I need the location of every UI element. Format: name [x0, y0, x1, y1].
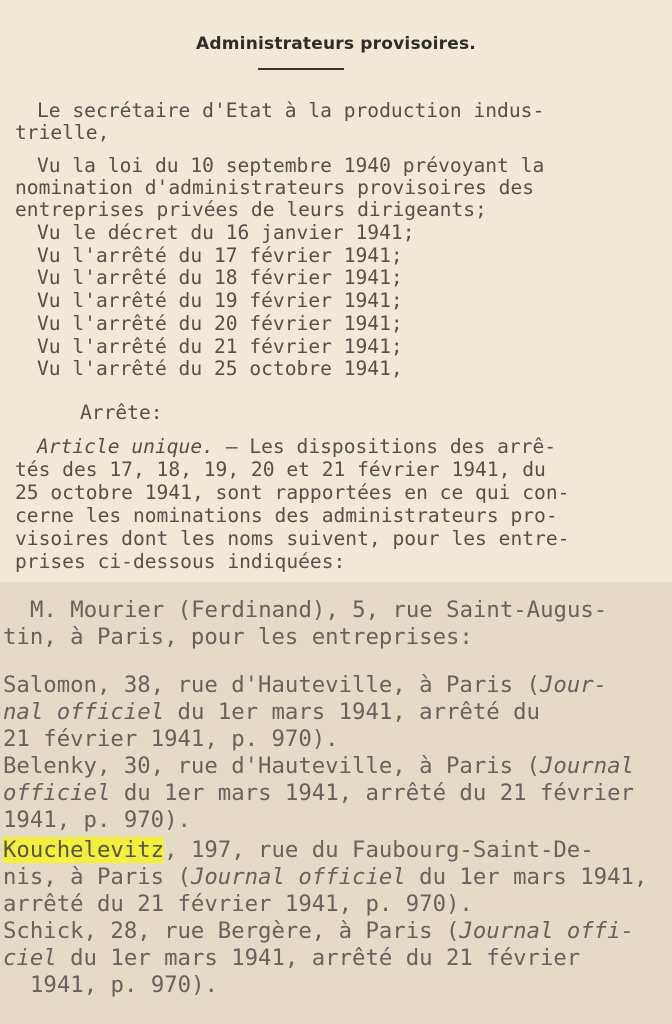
administrator-line: tin, à Paris, pour les entreprises:: [3, 624, 473, 650]
entry-line: nal officiel du 1er mars 1941, arrêté du: [3, 699, 540, 725]
article-label: Article unique.: [37, 435, 214, 458]
article-line: prises ci-dessous indiquées:: [15, 550, 346, 573]
entry-line: Schick, 28, rue Bergère, à Paris (Journal offi-: [3, 918, 634, 944]
article-line: [37, 436, 556, 458]
administrator-line: M. Mourier (Ferdinand), 5, rue Saint-Augus-: [30, 597, 608, 623]
preamble-line: Vu l'arrêté du 21 février 1941;: [37, 335, 403, 358]
entry-line: 1941, p. 970).: [30, 972, 218, 998]
preamble-line: Vu le décret du 16 janvier 1941;: [37, 221, 415, 244]
entry-line: officiel du 1er mars 1941, arrêté du 21 février: [3, 780, 634, 806]
entry-line: Kouchelevitz, 197, rue du Faubourg-Saint-De-: [3, 837, 594, 863]
highlighted-name: Kouchelevitz: [3, 837, 165, 863]
preamble-line: Le secrétaire d'Etat à la production indus-: [37, 99, 545, 122]
title-rule: [258, 68, 344, 70]
preamble-line: Vu l'arrêté du 20 février 1941;: [37, 312, 403, 335]
entry-line: 1941, p. 970).: [3, 807, 191, 833]
entry-line: arrêté du 21 février 1941, p. 970).: [3, 891, 473, 917]
article-line: 25 octobre 1941, sont rapportées en ce qui con-: [15, 481, 570, 504]
entry-line: nis, à Paris (Journal officiel du 1er mars 1941,: [3, 864, 648, 890]
preamble-line: entreprises privées de leurs dirigeants;: [15, 198, 487, 221]
article-line: tés des 17, 18, 19, 20 et 21 février 1941, du: [15, 458, 546, 481]
entry-line: Salomon, 38, rue d'Hauteville, à Paris (Jour-: [3, 672, 608, 698]
preamble-line: Vu l'arrêté du 25 octobre 1941,: [37, 357, 403, 380]
page-title: Administrateurs provisoires.: [196, 34, 476, 54]
preamble-line: Vu l'arrêté du 19 février 1941;: [37, 289, 403, 312]
preamble-line: Vu l'arrêté du 18 février 1941;: [37, 266, 403, 289]
article-line: cerne les nominations des administrateurs pro-: [15, 504, 558, 527]
article-line: visoires dont les noms suivent, pour les entre-: [15, 527, 570, 550]
entry-line: 21 février 1941, p. 970).: [3, 726, 339, 752]
article-text: — Les dispositions des arrê-: [213, 435, 557, 458]
preamble-line: nomination d'administrateurs provisoires des: [15, 176, 535, 199]
entry-line: Belenky, 30, rue d'Hauteville, à Paris (Journal: [3, 753, 634, 779]
preamble-line: Vu l'arrêté du 17 février 1941;: [37, 244, 403, 267]
preamble-line: trielle,: [15, 121, 110, 144]
arrete-heading: Arrête:: [80, 401, 163, 424]
entry-line: ciel du 1er mars 1941, arrêté du 21 février: [3, 945, 581, 971]
preamble-line: Vu la loi du 10 septembre 1940 prévoyant la: [37, 154, 545, 177]
